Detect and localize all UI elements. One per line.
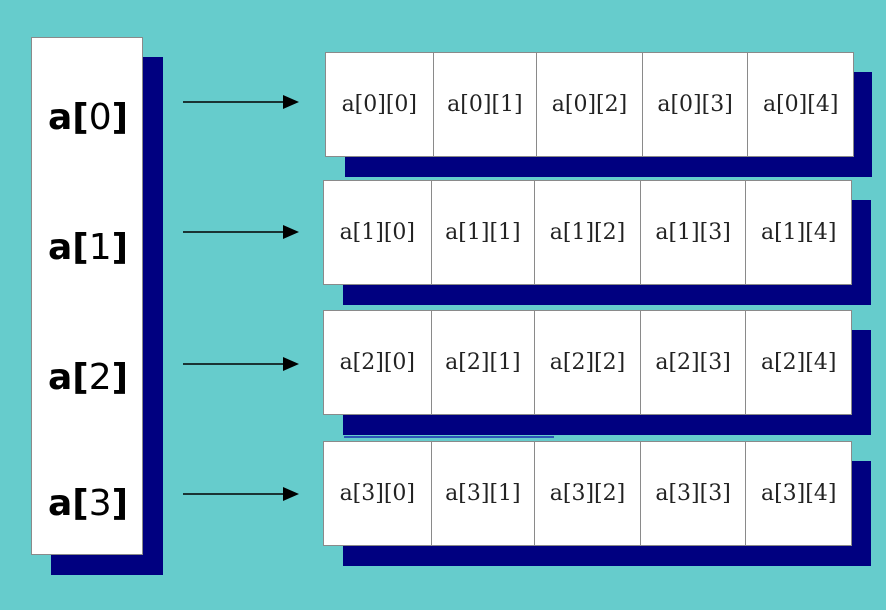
row-0	[325, 52, 854, 157]
cell: a[1][1]	[432, 181, 536, 284]
row-3	[323, 441, 852, 546]
cell: a[1][2]	[535, 181, 641, 284]
cell: a[0][0]	[326, 53, 434, 156]
pointer-label-0: a[0]	[47, 97, 129, 138]
pointer-array-panel	[31, 37, 143, 555]
cell: a[2][4]	[760, 350, 837, 375]
row-2	[323, 310, 852, 415]
pointer-label-3: a[3]	[47, 483, 129, 524]
cell: a[1][0]	[324, 181, 432, 284]
cell: a[2][3]	[641, 311, 747, 414]
cell: a[3][2]	[535, 442, 641, 545]
cell: a[3][4]	[760, 481, 837, 506]
row-1	[323, 180, 852, 285]
pointer-label-2: a[2]	[47, 357, 129, 398]
arrow-row-3	[183, 487, 303, 501]
underline-accent	[344, 436, 554, 438]
cell: a[1][4]	[760, 220, 837, 245]
cell: a[0][2]	[537, 53, 643, 156]
arrow-row-2	[183, 357, 303, 371]
cell: a[1][3]	[641, 181, 747, 284]
cell: a[2][0]	[324, 311, 432, 414]
cell: a[3][3]	[641, 442, 747, 545]
cell: a[0][4]	[762, 92, 839, 117]
cell: a[2][2]	[535, 311, 641, 414]
cell: a[0][3]	[643, 53, 749, 156]
cell: a[3][0]	[324, 442, 432, 545]
pointer-label-1: a[1]	[47, 227, 129, 268]
arrow-row-1	[183, 225, 303, 239]
cell: a[2][1]	[432, 311, 536, 414]
cell: a[0][1]	[434, 53, 538, 156]
arrow-row-0	[183, 95, 303, 109]
cell: a[3][1]	[432, 442, 536, 545]
